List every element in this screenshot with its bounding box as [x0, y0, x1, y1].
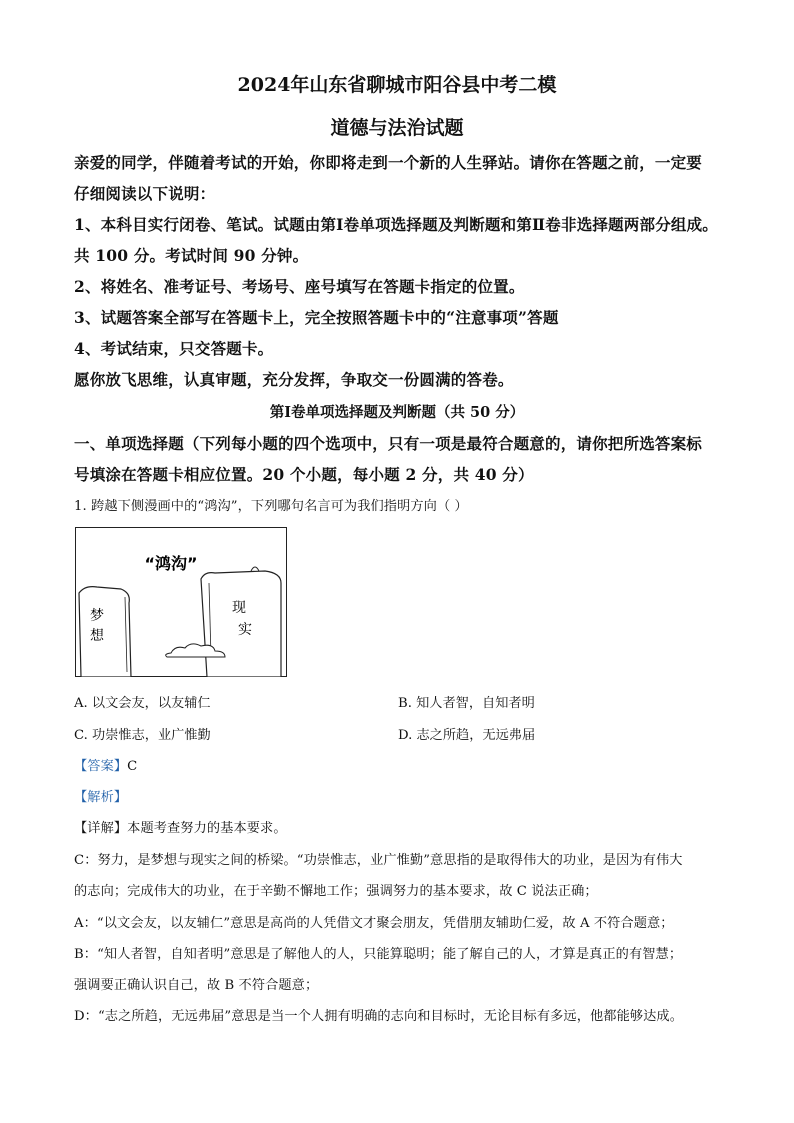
- rule-1a: 1、本科目实行闭卷、笔试。试题由第Ⅰ卷单项选择题及判断题和第Ⅱ卷非选择题两部分组成。: [74, 215, 719, 234]
- label-dream-2: 想: [90, 628, 104, 644]
- explain-b-1: B：“知人者智，自知者明”意思是了解他人的人，只能算聪明；能了解自己的人，才算是真正的有智慧；: [74, 947, 683, 962]
- option-d: D. 志之所趋，无远弗届: [398, 728, 536, 743]
- explain-a: A：“以文会友，以友辅仁”意思是高尚的人凭借文才聚会朋友，凭借朋友辅助仁爱，故 A 不符合题意；: [74, 916, 674, 931]
- option-b: B. 知人者智，自知者明: [398, 696, 535, 711]
- page-subtitle: 道德与法治试题: [330, 117, 464, 139]
- intro-line-1: 亲爱的同学，伴随着考试的开始，你即将走到一个新的人生驿站。请你在答题之前，一定要: [74, 153, 703, 172]
- detail-line: [74, 817, 734, 836]
- analysis-tag: 【解析】: [74, 790, 128, 805]
- rule-4: 4、考试结束，只交答题卡。: [74, 339, 274, 358]
- rule-3: 3、试题答案全部写在答题卡上，完全按照答题卡中的“注意事项”答题: [74, 308, 559, 327]
- answer-line: [74, 755, 734, 774]
- explain-d: D：“志之所趋，无远弗届”意思是当一个人拥有明确的志向和目标时，无论目标有多远，他都能够达成。: [74, 1009, 684, 1024]
- comic-caption: “鸿沟”: [144, 554, 198, 573]
- rule-1b: 共 100 分。考试时间 90 分钟。: [74, 246, 309, 265]
- section-heading: 第Ⅰ卷单项选择题及判断题（共 50 分）: [269, 404, 525, 421]
- rule-2: 2、将姓名、准考证号、考场号、座号填写在答题卡指定的位置。: [74, 277, 525, 296]
- part1-instruction-a: 一、单项选择题（下列每小题的四个选项中，只有一项是最符合题意的，请你把所选答案标: [74, 434, 703, 453]
- detail-tag: 【详解】: [74, 821, 128, 836]
- explain-b-2: 强调要正确认识自己，故 B 不符合题意；: [74, 978, 319, 993]
- explain-c-1: C：努力，是梦想与现实之间的桥梁。“功崇惟志，业广惟勤”意思指的是取得伟大的功业，是因为有伟大: [74, 853, 683, 868]
- option-c: C. 功崇惟志，业广惟勤: [74, 728, 211, 743]
- label-dream-1: 梦: [90, 608, 104, 624]
- detail-text: 本题考查努力的基本要求。: [127, 821, 287, 836]
- label-reality-1: 现: [232, 600, 246, 616]
- comic-image: [75, 527, 287, 677]
- left-cliff: [79, 587, 131, 677]
- explain-c-2: 的志向；完成伟大的功业，在于辛勤不懈地工作；强调努力的基本要求，故 C 说法正确；: [74, 884, 598, 899]
- question-1-stem: 1. 跨越下侧漫画中的“鸿沟”，下列哪句名言可为我们指明方向（ ）: [74, 499, 468, 514]
- answer-tag: 【答案】: [74, 759, 128, 774]
- page-title: 2024年山东省聊城市阳谷县中考二模: [237, 74, 557, 96]
- intro-line-2: 仔细阅读以下说明：: [74, 184, 216, 203]
- part1-instruction-b: 号填涂在答题卡相应位置。20 个小题，每小题 2 分，共 40 分）: [74, 465, 534, 484]
- option-a: A. 以文会友，以友辅仁: [74, 696, 211, 711]
- wish-line: 愿你放飞思维，认真审题，充分发挥，争取交一份圆满的答卷。: [74, 370, 514, 389]
- analysis-line: [74, 786, 734, 805]
- answer-value: C: [127, 759, 138, 774]
- label-reality-2: 实: [238, 622, 252, 638]
